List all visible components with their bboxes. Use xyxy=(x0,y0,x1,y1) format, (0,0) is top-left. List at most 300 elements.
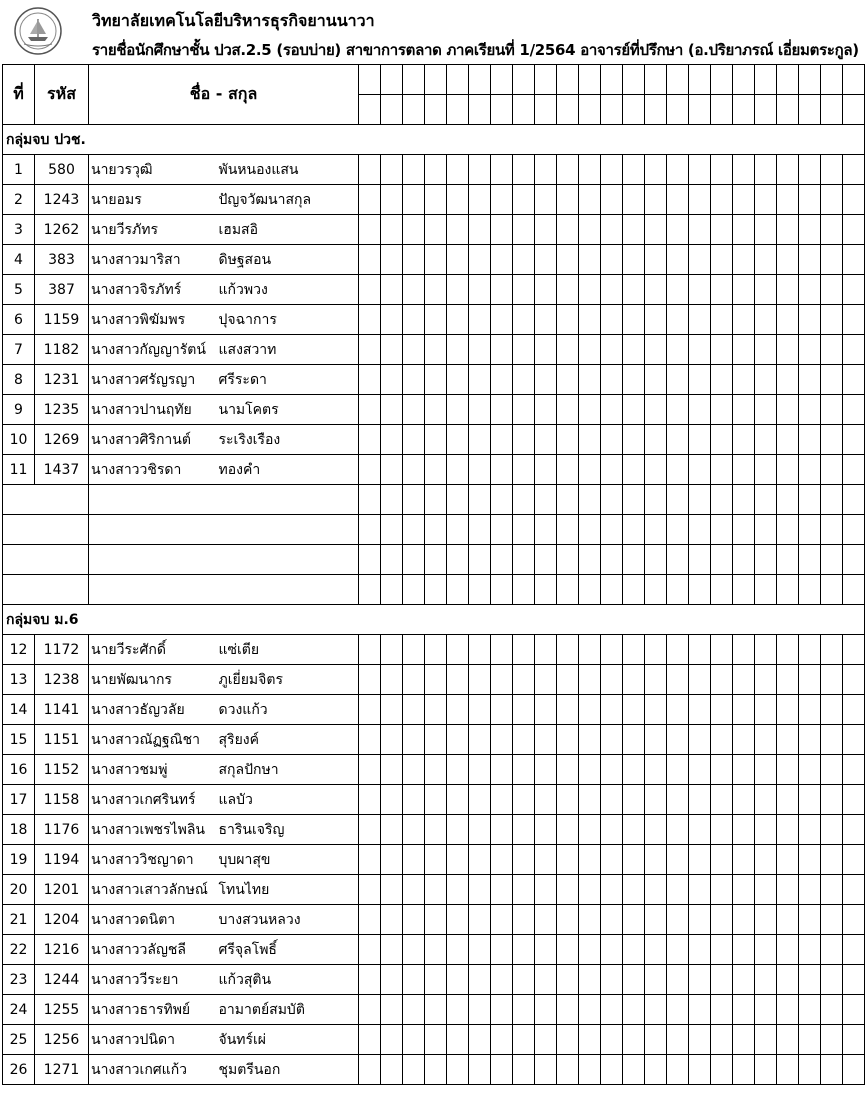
check-cell[interactable] xyxy=(777,395,799,425)
check-cell[interactable] xyxy=(447,335,469,365)
check-cell[interactable] xyxy=(513,275,535,305)
check-cell[interactable] xyxy=(711,395,733,425)
check-cell[interactable] xyxy=(381,995,403,1025)
check-cell[interactable] xyxy=(667,335,689,365)
check-cell[interactable] xyxy=(623,305,645,335)
check-cell[interactable] xyxy=(491,875,513,905)
check-cell[interactable] xyxy=(733,875,755,905)
check-cell[interactable] xyxy=(359,935,381,965)
check-cell[interactable] xyxy=(843,155,865,185)
check-cell[interactable] xyxy=(579,305,601,335)
check-cell[interactable] xyxy=(601,935,623,965)
check-cell[interactable] xyxy=(403,755,425,785)
check-cell[interactable] xyxy=(667,305,689,335)
check-cell[interactable] xyxy=(425,1025,447,1055)
check-cell[interactable] xyxy=(579,995,601,1025)
check-cell[interactable] xyxy=(623,185,645,215)
check-cell[interactable] xyxy=(821,455,843,485)
check-cell[interactable] xyxy=(513,815,535,845)
check-cell[interactable] xyxy=(403,425,425,455)
check-cell[interactable] xyxy=(777,365,799,395)
check-cell[interactable] xyxy=(711,1025,733,1055)
check-cell[interactable] xyxy=(535,245,557,275)
check-cell[interactable] xyxy=(711,215,733,245)
check-cell[interactable] xyxy=(425,995,447,1025)
check-cell[interactable] xyxy=(579,695,601,725)
check-cell[interactable] xyxy=(447,245,469,275)
check-cell[interactable] xyxy=(381,425,403,455)
check-cell[interactable] xyxy=(491,515,513,545)
check-cell[interactable] xyxy=(623,515,645,545)
check-cell[interactable] xyxy=(843,1025,865,1055)
check-cell[interactable] xyxy=(821,785,843,815)
check-cell[interactable] xyxy=(447,665,469,695)
check-cell[interactable] xyxy=(799,845,821,875)
check-cell[interactable] xyxy=(623,725,645,755)
check-cell[interactable] xyxy=(381,665,403,695)
check-cell[interactable] xyxy=(667,515,689,545)
check-cell[interactable] xyxy=(623,845,645,875)
check-cell[interactable] xyxy=(513,1055,535,1085)
check-cell[interactable] xyxy=(535,995,557,1025)
check-cell[interactable] xyxy=(601,485,623,515)
check-cell[interactable] xyxy=(799,275,821,305)
check-cell[interactable] xyxy=(843,515,865,545)
check-cell[interactable] xyxy=(799,695,821,725)
check-cell[interactable] xyxy=(513,485,535,515)
check-cell[interactable] xyxy=(403,305,425,335)
check-cell[interactable] xyxy=(579,725,601,755)
check-cell[interactable] xyxy=(623,365,645,395)
check-cell[interactable] xyxy=(711,935,733,965)
check-cell[interactable] xyxy=(799,215,821,245)
check-cell[interactable] xyxy=(601,335,623,365)
check-cell[interactable] xyxy=(381,845,403,875)
check-cell[interactable] xyxy=(381,395,403,425)
check-cell[interactable] xyxy=(733,275,755,305)
check-cell[interactable] xyxy=(601,815,623,845)
check-cell[interactable] xyxy=(667,395,689,425)
check-cell[interactable] xyxy=(491,905,513,935)
check-cell[interactable] xyxy=(711,695,733,725)
check-cell[interactable] xyxy=(689,365,711,395)
check-cell[interactable] xyxy=(491,395,513,425)
check-cell[interactable] xyxy=(381,785,403,815)
check-cell[interactable] xyxy=(381,485,403,515)
check-cell[interactable] xyxy=(821,965,843,995)
check-cell[interactable] xyxy=(359,335,381,365)
check-cell[interactable] xyxy=(447,275,469,305)
check-cell[interactable] xyxy=(359,305,381,335)
check-cell[interactable] xyxy=(579,665,601,695)
check-cell[interactable] xyxy=(491,725,513,755)
check-cell[interactable] xyxy=(689,455,711,485)
check-cell[interactable] xyxy=(711,755,733,785)
check-cell[interactable] xyxy=(601,695,623,725)
check-cell[interactable] xyxy=(557,815,579,845)
check-cell[interactable] xyxy=(403,665,425,695)
check-cell[interactable] xyxy=(799,905,821,935)
check-cell[interactable] xyxy=(755,695,777,725)
check-cell[interactable] xyxy=(601,365,623,395)
check-cell[interactable] xyxy=(403,545,425,575)
check-cell[interactable] xyxy=(799,245,821,275)
check-cell[interactable] xyxy=(843,905,865,935)
check-cell[interactable] xyxy=(535,1055,557,1085)
check-cell[interactable] xyxy=(755,575,777,605)
check-cell[interactable] xyxy=(689,755,711,785)
check-cell[interactable] xyxy=(359,665,381,695)
check-cell[interactable] xyxy=(601,575,623,605)
check-cell[interactable] xyxy=(579,815,601,845)
check-cell[interactable] xyxy=(557,635,579,665)
check-cell[interactable] xyxy=(557,515,579,545)
check-cell[interactable] xyxy=(513,395,535,425)
check-cell[interactable] xyxy=(777,485,799,515)
check-cell[interactable] xyxy=(667,545,689,575)
check-cell[interactable] xyxy=(359,545,381,575)
check-cell[interactable] xyxy=(645,755,667,785)
check-cell[interactable] xyxy=(667,245,689,275)
check-cell[interactable] xyxy=(381,305,403,335)
check-cell[interactable] xyxy=(623,245,645,275)
check-cell[interactable] xyxy=(381,515,403,545)
check-cell[interactable] xyxy=(469,215,491,245)
check-cell[interactable] xyxy=(359,635,381,665)
check-cell[interactable] xyxy=(359,1055,381,1085)
check-cell[interactable] xyxy=(755,815,777,845)
check-cell[interactable] xyxy=(755,635,777,665)
check-cell[interactable] xyxy=(447,815,469,845)
check-cell[interactable] xyxy=(755,335,777,365)
check-cell[interactable] xyxy=(513,995,535,1025)
check-cell[interactable] xyxy=(733,935,755,965)
check-cell[interactable] xyxy=(403,875,425,905)
check-cell[interactable] xyxy=(843,665,865,695)
check-cell[interactable] xyxy=(667,755,689,785)
check-cell[interactable] xyxy=(623,425,645,455)
check-cell[interactable] xyxy=(755,365,777,395)
check-cell[interactable] xyxy=(667,725,689,755)
check-cell[interactable] xyxy=(755,425,777,455)
check-cell[interactable] xyxy=(689,275,711,305)
check-cell[interactable] xyxy=(733,215,755,245)
check-cell[interactable] xyxy=(601,245,623,275)
check-cell[interactable] xyxy=(381,365,403,395)
check-cell[interactable] xyxy=(623,755,645,785)
check-cell[interactable] xyxy=(535,215,557,245)
check-cell[interactable] xyxy=(711,485,733,515)
check-cell[interactable] xyxy=(777,875,799,905)
check-cell[interactable] xyxy=(535,395,557,425)
check-cell[interactable] xyxy=(425,905,447,935)
check-cell[interactable] xyxy=(381,635,403,665)
check-cell[interactable] xyxy=(403,935,425,965)
check-cell[interactable] xyxy=(711,425,733,455)
check-cell[interactable] xyxy=(777,755,799,785)
check-cell[interactable] xyxy=(403,455,425,485)
check-cell[interactable] xyxy=(623,455,645,485)
check-cell[interactable] xyxy=(557,935,579,965)
check-cell[interactable] xyxy=(447,485,469,515)
check-cell[interactable] xyxy=(667,575,689,605)
check-cell[interactable] xyxy=(513,305,535,335)
check-cell[interactable] xyxy=(689,785,711,815)
check-cell[interactable] xyxy=(469,785,491,815)
check-cell[interactable] xyxy=(799,965,821,995)
check-cell[interactable] xyxy=(381,1055,403,1085)
check-cell[interactable] xyxy=(359,215,381,245)
check-cell[interactable] xyxy=(381,335,403,365)
check-cell[interactable] xyxy=(535,515,557,545)
check-cell[interactable] xyxy=(733,545,755,575)
check-cell[interactable] xyxy=(711,245,733,275)
check-cell[interactable] xyxy=(733,305,755,335)
check-cell[interactable] xyxy=(601,995,623,1025)
check-cell[interactable] xyxy=(843,455,865,485)
check-cell[interactable] xyxy=(799,515,821,545)
check-cell[interactable] xyxy=(535,695,557,725)
check-cell[interactable] xyxy=(799,875,821,905)
check-cell[interactable] xyxy=(821,635,843,665)
check-cell[interactable] xyxy=(821,695,843,725)
check-cell[interactable] xyxy=(755,935,777,965)
check-cell[interactable] xyxy=(733,1025,755,1055)
check-cell[interactable] xyxy=(821,185,843,215)
check-cell[interactable] xyxy=(799,395,821,425)
check-cell[interactable] xyxy=(513,665,535,695)
check-cell[interactable] xyxy=(689,995,711,1025)
check-cell[interactable] xyxy=(821,815,843,845)
check-cell[interactable] xyxy=(469,305,491,335)
check-cell[interactable] xyxy=(513,905,535,935)
check-cell[interactable] xyxy=(623,335,645,365)
check-cell[interactable] xyxy=(579,185,601,215)
check-cell[interactable] xyxy=(711,305,733,335)
check-cell[interactable] xyxy=(579,785,601,815)
check-cell[interactable] xyxy=(755,845,777,875)
check-cell[interactable] xyxy=(645,1025,667,1055)
check-cell[interactable] xyxy=(777,275,799,305)
check-cell[interactable] xyxy=(733,485,755,515)
check-cell[interactable] xyxy=(535,935,557,965)
check-cell[interactable] xyxy=(755,275,777,305)
check-cell[interactable] xyxy=(689,395,711,425)
check-cell[interactable] xyxy=(667,785,689,815)
check-cell[interactable] xyxy=(425,365,447,395)
check-cell[interactable] xyxy=(777,695,799,725)
check-cell[interactable] xyxy=(645,635,667,665)
check-cell[interactable] xyxy=(359,245,381,275)
check-cell[interactable] xyxy=(777,335,799,365)
check-cell[interactable] xyxy=(491,245,513,275)
check-cell[interactable] xyxy=(667,1025,689,1055)
check-cell[interactable] xyxy=(535,155,557,185)
check-cell[interactable] xyxy=(843,365,865,395)
check-cell[interactable] xyxy=(491,365,513,395)
check-cell[interactable] xyxy=(469,185,491,215)
check-cell[interactable] xyxy=(821,155,843,185)
check-cell[interactable] xyxy=(623,485,645,515)
check-cell[interactable] xyxy=(381,245,403,275)
check-cell[interactable] xyxy=(535,575,557,605)
check-cell[interactable] xyxy=(579,335,601,365)
check-cell[interactable] xyxy=(425,875,447,905)
check-cell[interactable] xyxy=(513,575,535,605)
check-cell[interactable] xyxy=(623,275,645,305)
check-cell[interactable] xyxy=(403,845,425,875)
check-cell[interactable] xyxy=(733,155,755,185)
check-cell[interactable] xyxy=(513,935,535,965)
check-cell[interactable] xyxy=(359,455,381,485)
check-cell[interactable] xyxy=(711,275,733,305)
check-cell[interactable] xyxy=(645,815,667,845)
check-cell[interactable] xyxy=(491,485,513,515)
check-cell[interactable] xyxy=(755,755,777,785)
check-cell[interactable] xyxy=(645,665,667,695)
check-cell[interactable] xyxy=(557,335,579,365)
check-cell[interactable] xyxy=(447,695,469,725)
check-cell[interactable] xyxy=(469,965,491,995)
check-cell[interactable] xyxy=(711,575,733,605)
check-cell[interactable] xyxy=(821,995,843,1025)
check-cell[interactable] xyxy=(447,305,469,335)
check-cell[interactable] xyxy=(469,365,491,395)
check-cell[interactable] xyxy=(689,635,711,665)
check-cell[interactable] xyxy=(359,875,381,905)
check-cell[interactable] xyxy=(557,875,579,905)
check-cell[interactable] xyxy=(623,1055,645,1085)
check-cell[interactable] xyxy=(601,455,623,485)
check-cell[interactable] xyxy=(447,155,469,185)
check-cell[interactable] xyxy=(645,245,667,275)
check-cell[interactable] xyxy=(667,215,689,245)
check-cell[interactable] xyxy=(579,935,601,965)
check-cell[interactable] xyxy=(799,995,821,1025)
check-cell[interactable] xyxy=(623,875,645,905)
check-cell[interactable] xyxy=(557,1025,579,1055)
check-cell[interactable] xyxy=(777,725,799,755)
check-cell[interactable] xyxy=(491,665,513,695)
check-cell[interactable] xyxy=(799,1025,821,1055)
check-cell[interactable] xyxy=(447,425,469,455)
check-cell[interactable] xyxy=(667,665,689,695)
check-cell[interactable] xyxy=(777,905,799,935)
check-cell[interactable] xyxy=(645,395,667,425)
check-cell[interactable] xyxy=(579,245,601,275)
check-cell[interactable] xyxy=(513,845,535,875)
check-cell[interactable] xyxy=(645,455,667,485)
check-cell[interactable] xyxy=(425,155,447,185)
check-cell[interactable] xyxy=(447,875,469,905)
check-cell[interactable] xyxy=(645,725,667,755)
check-cell[interactable] xyxy=(535,815,557,845)
check-cell[interactable] xyxy=(557,215,579,245)
check-cell[interactable] xyxy=(711,155,733,185)
check-cell[interactable] xyxy=(557,905,579,935)
check-cell[interactable] xyxy=(513,245,535,275)
check-cell[interactable] xyxy=(491,845,513,875)
check-cell[interactable] xyxy=(645,155,667,185)
check-cell[interactable] xyxy=(557,365,579,395)
check-cell[interactable] xyxy=(535,965,557,995)
check-cell[interactable] xyxy=(535,545,557,575)
check-cell[interactable] xyxy=(689,665,711,695)
check-cell[interactable] xyxy=(601,155,623,185)
check-cell[interactable] xyxy=(447,1025,469,1055)
check-cell[interactable] xyxy=(645,305,667,335)
check-cell[interactable] xyxy=(777,845,799,875)
check-cell[interactable] xyxy=(425,755,447,785)
check-cell[interactable] xyxy=(359,185,381,215)
check-cell[interactable] xyxy=(381,965,403,995)
check-cell[interactable] xyxy=(469,575,491,605)
check-cell[interactable] xyxy=(689,845,711,875)
check-cell[interactable] xyxy=(403,785,425,815)
check-cell[interactable] xyxy=(843,815,865,845)
check-cell[interactable] xyxy=(579,515,601,545)
check-cell[interactable] xyxy=(447,515,469,545)
check-cell[interactable] xyxy=(777,785,799,815)
check-cell[interactable] xyxy=(403,155,425,185)
check-cell[interactable] xyxy=(425,485,447,515)
check-cell[interactable] xyxy=(381,455,403,485)
check-cell[interactable] xyxy=(689,935,711,965)
check-cell[interactable] xyxy=(843,725,865,755)
check-cell[interactable] xyxy=(755,455,777,485)
check-cell[interactable] xyxy=(645,365,667,395)
check-cell[interactable] xyxy=(425,185,447,215)
check-cell[interactable] xyxy=(689,875,711,905)
check-cell[interactable] xyxy=(535,455,557,485)
check-cell[interactable] xyxy=(799,575,821,605)
check-cell[interactable] xyxy=(821,485,843,515)
check-cell[interactable] xyxy=(799,335,821,365)
check-cell[interactable] xyxy=(491,275,513,305)
check-cell[interactable] xyxy=(799,785,821,815)
check-cell[interactable] xyxy=(733,395,755,425)
check-cell[interactable] xyxy=(645,935,667,965)
check-cell[interactable] xyxy=(601,515,623,545)
check-cell[interactable] xyxy=(491,305,513,335)
check-cell[interactable] xyxy=(535,755,557,785)
check-cell[interactable] xyxy=(821,845,843,875)
check-cell[interactable] xyxy=(469,695,491,725)
check-cell[interactable] xyxy=(425,395,447,425)
check-cell[interactable] xyxy=(623,995,645,1025)
check-cell[interactable] xyxy=(557,965,579,995)
check-cell[interactable] xyxy=(755,515,777,545)
check-cell[interactable] xyxy=(645,875,667,905)
check-cell[interactable] xyxy=(843,755,865,785)
check-cell[interactable] xyxy=(821,575,843,605)
check-cell[interactable] xyxy=(403,185,425,215)
check-cell[interactable] xyxy=(645,965,667,995)
check-cell[interactable] xyxy=(755,185,777,215)
check-cell[interactable] xyxy=(579,1025,601,1055)
check-cell[interactable] xyxy=(579,905,601,935)
check-cell[interactable] xyxy=(535,275,557,305)
check-cell[interactable] xyxy=(535,365,557,395)
check-cell[interactable] xyxy=(447,935,469,965)
check-cell[interactable] xyxy=(491,215,513,245)
check-cell[interactable] xyxy=(777,965,799,995)
check-cell[interactable] xyxy=(491,965,513,995)
check-cell[interactable] xyxy=(579,635,601,665)
check-cell[interactable] xyxy=(733,995,755,1025)
check-cell[interactable] xyxy=(689,575,711,605)
check-cell[interactable] xyxy=(557,305,579,335)
